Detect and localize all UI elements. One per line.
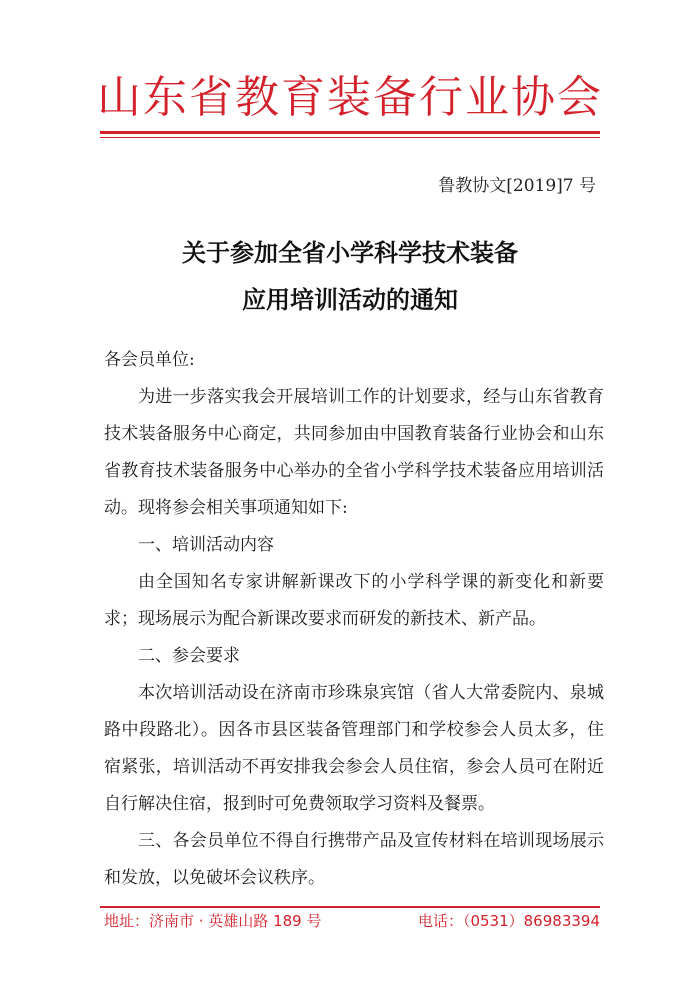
letterhead-rule-thick — [100, 131, 600, 134]
section3-text: 三、各会员单位不得自行携带产品及宣传材料在培训现场展示和发放，以免破坏会议秩序。 — [104, 831, 604, 888]
section2-heading: 二、参会要求 — [138, 646, 240, 666]
document-body — [104, 342, 604, 897]
intro-paragraph: 为进一步落实我会开展培训工作的计划要求，经与山东省教育技术装备服务中心商定，共同参加由中国教育装备行业协会和山东省教育技术装备服务中心举办的全省小学科学技术装备应用培训活动。现将参会相关事项通知如下: — [104, 387, 604, 518]
document-title-line2: 应用培训活动的通知 — [242, 286, 458, 314]
letterhead-rule-thin — [100, 137, 600, 138]
section1-text: 由全国知名专家讲解新课改下的小学科学课的新变化和新要求；现场展示为配合新课改要求而研发的新技术、新产品。 — [104, 572, 604, 629]
organization-name: 山东省教育装备行业协会 — [97, 72, 603, 123]
footer-phone: 电话：（0531）86983394 — [417, 912, 600, 930]
salutation: 各会员单位: — [104, 350, 195, 370]
section2-text: 本次培训活动设在济南市珍珠泉宾馆（省人大常委院内、泉城路中段路北）。因各市县区装备管理部门和学校参会人员太多，住宿紧张，培训活动不再安排我会参会人员住宿，参会人员可在附近自行解决住宿，报到时可免费领取学习资料及餐票。 — [104, 683, 604, 814]
document-number: 鲁教协文[2019]7 号 — [438, 176, 596, 196]
section1-heading: 一、培训活动内容 — [138, 535, 274, 555]
footer-address: 地址：济南市 · 英雄山路 189 号 — [104, 912, 322, 930]
document-title-line1: 关于参加全省小学科学技术装备 — [182, 239, 518, 267]
footer-rule — [100, 906, 600, 908]
